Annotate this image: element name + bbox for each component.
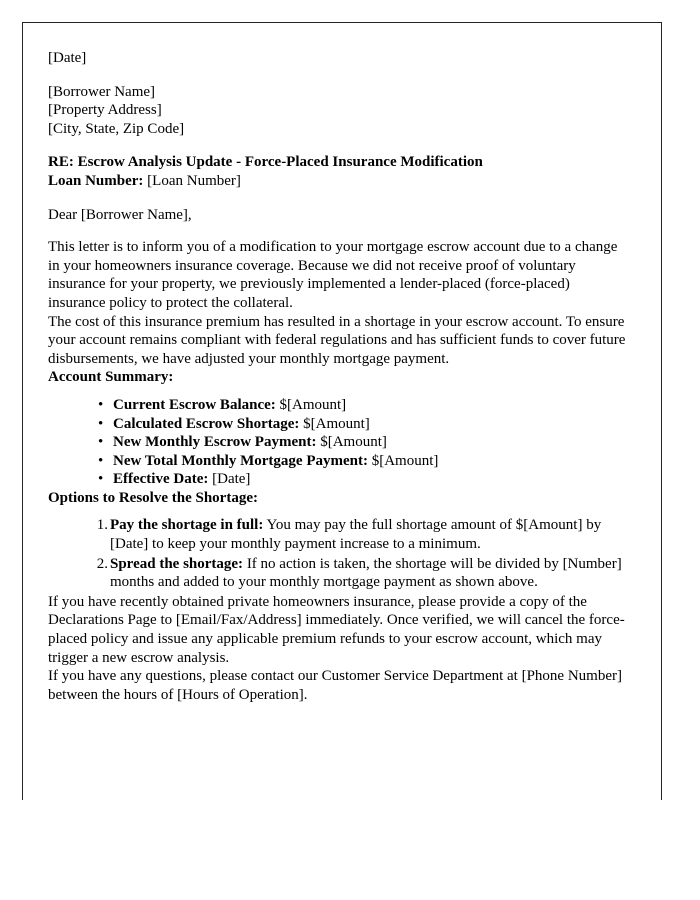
letter-content [48, 49, 628, 704]
loan-number-value: [Loan Number] [147, 172, 241, 189]
summary-item-value: [Date] [212, 471, 251, 488]
list-item [48, 452, 628, 471]
options-heading: Options to Resolve the Shortage: [48, 489, 258, 506]
loan-number-label: Loan Number: [48, 172, 144, 189]
options-heading-wrap [48, 489, 628, 508]
option-item-text: You may pay the full shortage amount of $[Amount] by [Date] to keep your monthly payment increase to a minimum. [110, 517, 602, 553]
date-line [48, 49, 628, 68]
body-paragraph-4: If you have any questions, please contact our Customer Service Department at [Phone Number] between the hours of [Hours of Operation]. [48, 668, 622, 703]
recipient-address-block [48, 83, 628, 139]
loan-number-line [48, 172, 628, 191]
account-summary-heading: Account Summary: [48, 369, 174, 386]
list-item [48, 516, 628, 553]
option-item-text: If no action is taken, the shortage will be divided by [Number] months and added to your monthly mortgage payment as shown above. [110, 555, 622, 591]
body-paragraph-2: The cost of this insurance premium has resulted in a shortage in your escrow account. To ensure your account remains compliant with federal regulations and has sufficient funds to cover future disbursements, we have adjusted your monthly mortgage payment. [48, 313, 626, 367]
account-summary-heading-wrap [48, 368, 628, 387]
recipient-property-address: [Property Address] [48, 102, 162, 119]
list-item [48, 415, 628, 434]
summary-item-value: $[Amount] [303, 415, 370, 432]
list-item [48, 433, 628, 452]
document-page [22, 22, 662, 800]
summary-item-value: $[Amount] [371, 452, 439, 469]
re-subject-line: RE: Escrow Analysis Update - Force-Placed Insurance Modification [48, 154, 483, 171]
summary-item-value: $[Amount] [320, 434, 387, 451]
summary-item-label: Calculated Escrow Shortage: [113, 415, 300, 432]
option-item-label: Pay the shortage in full: [110, 517, 264, 534]
list-item [48, 555, 628, 592]
options-list [48, 516, 628, 591]
salutation-text: Dear [Borrower Name], [48, 206, 192, 223]
date-placeholder: [Date] [48, 50, 87, 66]
summary-item-label: New Monthly Escrow Payment: [113, 434, 317, 451]
option-item-label: Spread the shortage: [110, 555, 244, 572]
salutation [48, 206, 628, 225]
summary-item-value: $[Amount] [279, 396, 347, 413]
summary-item-label: Effective Date: [113, 471, 209, 488]
subject-block [48, 153, 628, 190]
account-summary-list [48, 396, 628, 489]
list-item [48, 396, 628, 415]
list-item [48, 470, 628, 489]
recipient-name: [Borrower Name] [48, 83, 156, 100]
body-paragraph-1: This letter is to inform you of a modification to your mortgage escrow account due to a change in your homeowners insurance coverage. Because we did not receive proof of voluntary insurance for your property, we previously implemented a lender-placed (force-placed) insurance policy to protect the collateral. [48, 239, 618, 311]
body-paragraph-3: If you have recently obtained private homeowners insurance, please provide a copy of the Declarations Page to [Email/Fax/Address] immediately. Once verified, we will cancel the force-placed policy and issue any applicable premium refunds to your escrow account, which may trigger a new escrow analysis. [48, 593, 625, 666]
summary-item-label: New Total Monthly Mortgage Payment: [113, 452, 368, 469]
recipient-city-state-zip: [City, State, Zip Code] [48, 120, 185, 137]
summary-item-label: Current Escrow Balance: [113, 396, 276, 413]
